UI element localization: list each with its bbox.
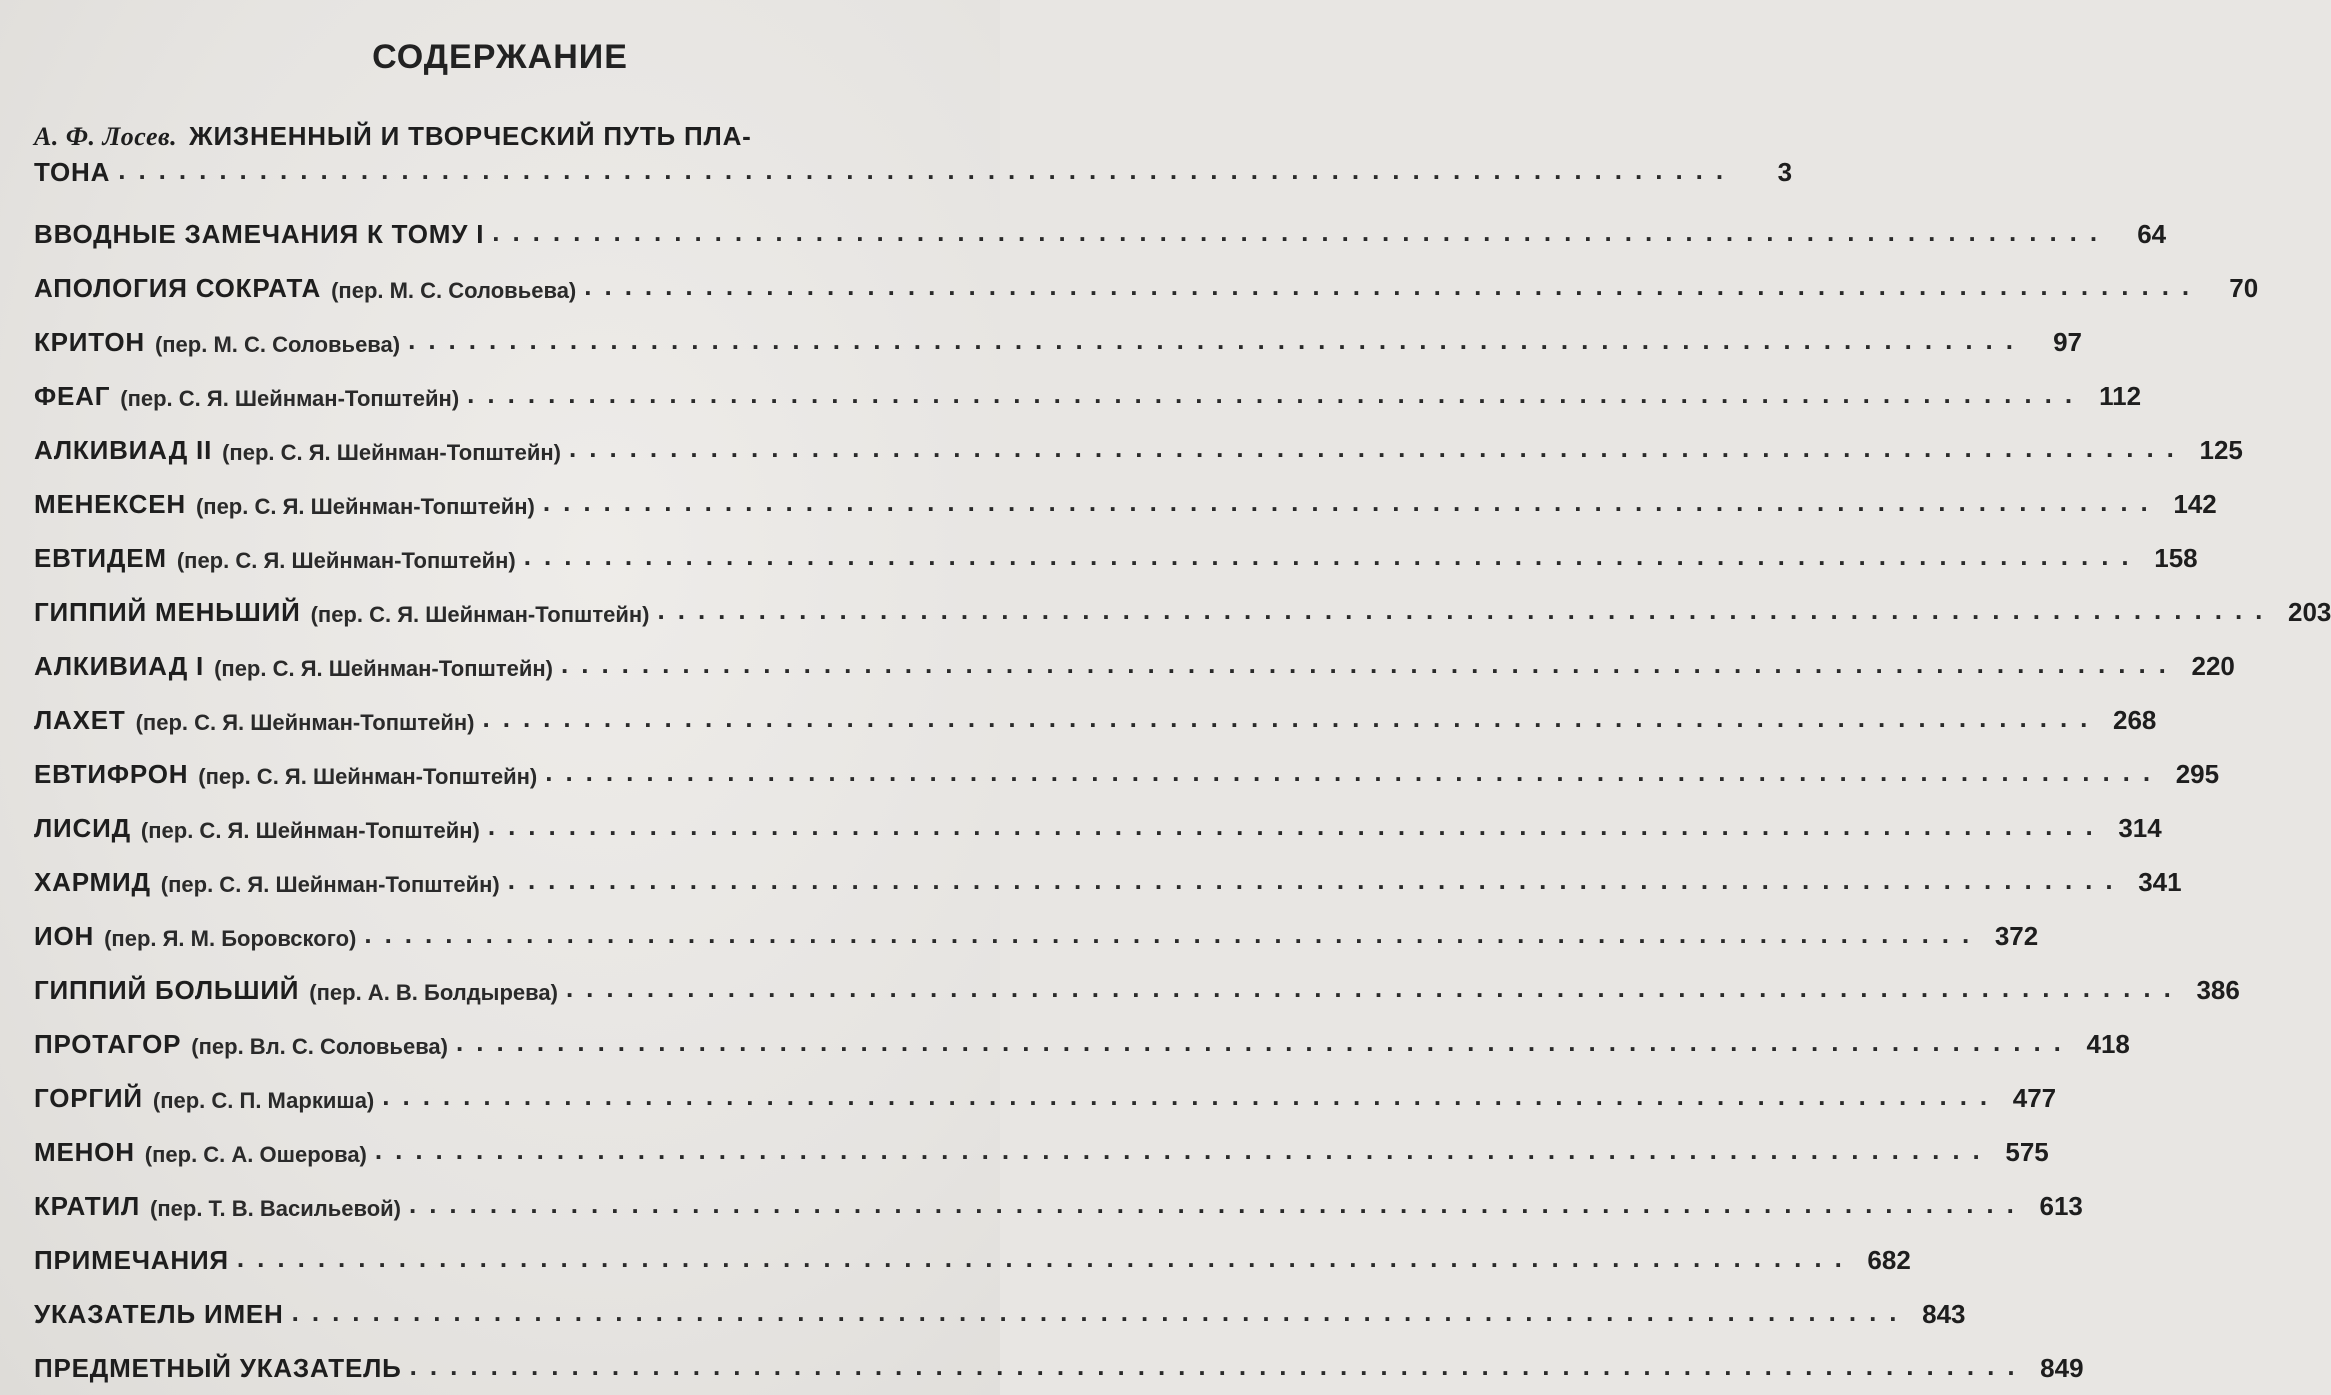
toc-entry [34, 358, 2142, 412]
leader-dots: ................................................................................ [487, 811, 2106, 841]
leader-dots: ................................................................................ [118, 155, 1737, 185]
leader-dots: ................................................................................ [236, 1243, 1855, 1273]
leader-dots: ................................................................................ [584, 271, 2203, 301]
entry-title: ВВОДНЫЕ ЗАМЕЧАНИЯ К ТОМУ I [34, 219, 485, 249]
toc-entry [34, 304, 2082, 358]
toc-entry [34, 1168, 2083, 1222]
toc-entries [34, 196, 2331, 1384]
toc-entry [34, 1222, 1911, 1276]
entry-title: ИОН [34, 921, 95, 951]
toc-entry [34, 790, 2162, 844]
toc-entry [34, 466, 2217, 520]
toc-entry [34, 520, 2198, 574]
toc-entry-intro [34, 118, 1793, 196]
entry-page-number: 125 [2199, 435, 2243, 465]
entry-title: УКАЗАТЕЛЬ ИМЕН [34, 1299, 284, 1329]
entry-page-number: 849 [2040, 1353, 2084, 1383]
leader-dots: ................................................................................ [523, 541, 2142, 571]
entry-page-number: 575 [2005, 1137, 2049, 1167]
toc-entry [34, 1114, 2049, 1168]
leader-dots: ................................................................................ [542, 487, 2161, 517]
leader-dots: ................................................................................ [467, 379, 2086, 409]
table-of-contents [34, 118, 2331, 1384]
entry-translator: (пер. С. Я. Шейнман-Топштейн) [135, 710, 475, 735]
entry-translator: (пер. С. Я. Шейнман-Топштейн) [176, 548, 516, 573]
entry-translator: (пер. С. Я. Шейнман-Топштейн) [120, 386, 460, 411]
entry-title: ЛАХЕТ [34, 705, 126, 735]
entry-page-number: 295 [2175, 759, 2220, 789]
toc-entry [34, 412, 2243, 466]
entry-page-number: 142 [2173, 489, 2217, 519]
toc-entry [34, 682, 2157, 736]
toc-entry [34, 250, 2259, 304]
entry-title: ХАРМИД [34, 867, 151, 897]
toc-entry [34, 736, 2220, 790]
entry-translator: (пер. С. Я. Шейнман-Топштейн) [140, 818, 480, 843]
entry-translator: (пер. С. Я. Шейнман-Топштейн) [198, 764, 538, 789]
entry-page-number: 158 [2154, 543, 2198, 573]
toc-entry [34, 628, 2235, 682]
entry-translator: (пер. М. С. Соловьева) [154, 332, 401, 357]
entry-title: ПРЕДМЕТНЫЙ УКАЗАТЕЛЬ [34, 1353, 402, 1383]
leader-dots: ................................................................................ [364, 919, 1983, 949]
toc-entry [34, 844, 2182, 898]
entry-page-number: 203 [2288, 597, 2331, 627]
leader-dots: ................................................................................ [382, 1081, 2001, 1111]
toc-entry [34, 1006, 2130, 1060]
entry-translator: (пер. С. Я. Шейнман-Топштейн) [222, 440, 562, 465]
entry-page-number: 386 [2196, 975, 2240, 1005]
entry-title: МЕНОН [34, 1137, 135, 1167]
entry-translator: (пер. С. Я. Шейнман-Топштейн) [310, 602, 650, 627]
toc-entry [34, 898, 2039, 952]
leader-dots: ................................................................................ [569, 433, 2187, 463]
entry-title: ФЕАГ [34, 381, 111, 411]
entry-translator: (пер. Вл. С. Соловьева) [191, 1034, 448, 1059]
entry-title: ЛИСИД [34, 813, 131, 843]
toc-entry [34, 952, 2240, 1006]
entry-title: ПРОТАГОР [34, 1029, 182, 1059]
entry-translator: (пер. А. В. Болдырева) [309, 980, 558, 1005]
entry-translator: (пер. С. П. Маркиша) [152, 1088, 375, 1113]
entry-translator: (пер. С. Я. Шейнман-Топштейн) [160, 872, 500, 897]
leader-dots: ................................................................................ [492, 217, 2111, 247]
entry-title: ЕВТИДЕМ [34, 543, 167, 573]
entry-title: АПОЛОГИЯ СОКРАТА [34, 273, 322, 303]
entry-title: АЛКИВИАД II [34, 435, 213, 465]
entry-title: ГОРГИЙ [34, 1083, 143, 1113]
entry-page-number: 220 [2191, 651, 2235, 681]
leader-dots: ................................................................................ [456, 1027, 2074, 1057]
entry-page-number: 843 [1922, 1299, 1966, 1329]
intro-title-line1: ЖИЗНЕННЫЙ И ТВОРЧЕСКИЙ ПУТЬ ПЛА- [189, 121, 752, 151]
toc-entry [34, 1330, 2084, 1384]
leader-dots: ................................................................................ [561, 649, 2179, 679]
entry-page-number: 341 [2138, 867, 2182, 897]
leader-dots: ................................................................................ [408, 325, 2026, 355]
entry-translator: (пер. С. А. Ошерова) [144, 1142, 367, 1167]
toc-entry [34, 1276, 1966, 1330]
entry-page-number: 268 [2113, 705, 2157, 735]
entry-title: ПРИМЕЧАНИЯ [34, 1245, 229, 1275]
entry-title: КРИТОН [34, 327, 145, 357]
toc-entry [34, 1060, 2057, 1114]
leader-dots: ................................................................................ [657, 595, 2276, 625]
intro-page-number: 3 [1777, 157, 1793, 187]
entry-page-number: 372 [1994, 921, 2039, 951]
entry-title: АЛКИВИАД I [34, 651, 205, 681]
entry-page-number: 70 [2229, 273, 2259, 303]
entry-title: ГИППИЙ БОЛЬШИЙ [34, 975, 300, 1005]
entry-page-number: 418 [2086, 1029, 2130, 1059]
intro-author: А. Ф. Лосев. [34, 122, 178, 151]
toc-entry [34, 196, 2167, 250]
entry-translator: (пер. С. Я. Шейнман-Топштейн) [214, 656, 553, 681]
entry-translator: (пер. Т. В. Васильевой) [150, 1196, 401, 1221]
leader-dots: ................................................................................ [507, 865, 2126, 895]
entry-title: МЕНЕКСЕН [34, 489, 186, 519]
entry-page-number: 613 [2039, 1191, 2083, 1221]
entry-translator: (пер. М. С. Соловьева) [331, 278, 577, 303]
page-title: СОДЕРЖАНИЕ [372, 38, 628, 76]
leader-dots: ................................................................................ [408, 1189, 2027, 1219]
leader-dots: ................................................................................ [545, 757, 2164, 787]
leader-dots: ................................................................................ [565, 973, 2184, 1003]
leader-dots: ................................................................................ [409, 1351, 2028, 1381]
entry-page-number: 97 [2053, 327, 2082, 357]
toc-entry [34, 574, 2331, 628]
intro-title-line2: ТОНА [34, 157, 111, 187]
entry-title: ГИППИЙ МЕНЬШИЙ [34, 597, 301, 627]
entry-page-number: 112 [2099, 381, 2142, 411]
entry-translator: (пер. Я. М. Боровского) [104, 926, 357, 951]
entry-page-number: 64 [2137, 219, 2167, 249]
entry-page-number: 314 [2118, 813, 2162, 843]
leader-dots: ................................................................................ [374, 1135, 1993, 1165]
leader-dots: ................................................................................ [291, 1297, 1910, 1327]
entry-page-number: 477 [2012, 1083, 2057, 1113]
entry-translator: (пер. С. Я. Шейнман-Топштейн) [195, 494, 535, 519]
entry-page-number: 682 [1867, 1245, 1911, 1275]
entry-title: ЕВТИФРОН [34, 759, 189, 789]
leader-dots: ................................................................................ [482, 703, 2101, 733]
entry-title: КРАТИЛ [34, 1191, 141, 1221]
